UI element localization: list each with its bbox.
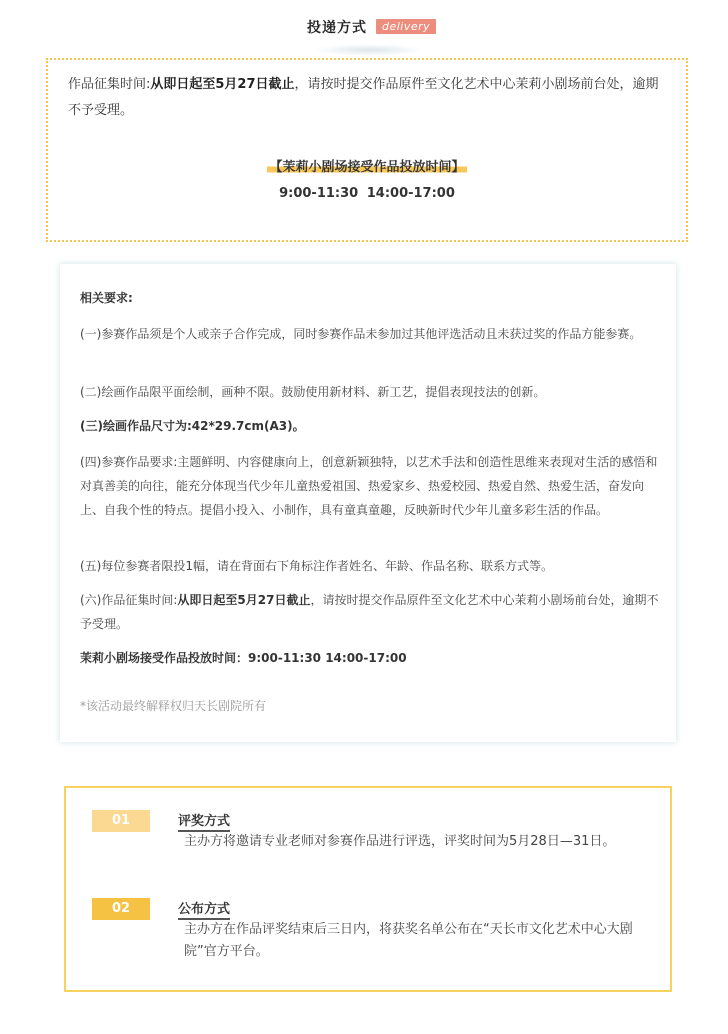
requirements-note: *该活动最终解释权归天长剧院所有 <box>80 699 267 713</box>
step-number: 02 <box>92 898 150 920</box>
requirements-heading: 相关要求: <box>80 291 133 305</box>
submission-prefix: 作品征集时间: <box>68 77 151 92</box>
submission-period: 从即日起至5月27日截止 <box>150 77 295 92</box>
item6-prefix: (六)作品征集时间: <box>80 593 178 607</box>
section-header <box>0 14 728 54</box>
step-number: 01 <box>92 810 150 832</box>
step-text: 主办方将邀请专业老师对参赛作品进行评选，评奖时间为5月28日—31日。 <box>184 834 616 849</box>
award-box <box>64 786 672 992</box>
requirement-item-3: (三)绘画作品尺寸为:42*29.7cm(A3)。 <box>80 419 305 433</box>
submission-box <box>46 58 688 242</box>
title-shadow <box>314 44 424 56</box>
requirement-item-4: (四)参赛作品要求:主题鲜明、内容健康向上，创意新颖独特，以艺术手法和创造性思维来表现对生活的感悟和对真善美的向往，能充分体现当代少年儿童热爱祖国、热爱家乡、热爱校园、热爱自然、热爱生活，奋发向上、自我个性的特点。提倡小投入、小制作，具有童真童趣，反映新时代少年儿童多彩生活的作品。 <box>80 455 658 517</box>
time-label: 【茉莉小剧场接受作品投放时间】 <box>267 156 466 175</box>
item6-suffix: ，请按时提交作品原件至文化艺术中心茉莉小剧场前台处，逾期不予受理。 <box>80 593 659 631</box>
requirements-card <box>60 264 676 742</box>
time-label-row <box>48 156 686 175</box>
section-tag: delivery <box>376 19 436 34</box>
requirement-item-1: (一)参赛作品须是个人或亲子合作完成，同时参赛作品未参加过其他评选活动且未获过奖的作品方能参赛。 <box>80 327 642 341</box>
step-title: 评奖方式 <box>178 810 230 832</box>
requirement-item-6 <box>80 588 660 636</box>
section-title: 投递方式 <box>307 20 367 36</box>
step-title: 公布方式 <box>178 898 230 920</box>
submission-suffix: ，请按时提交作品原件至文化艺术中心茉莉小剧场前台处，逾期不予受理。 <box>68 77 659 118</box>
time-value: 9:00-11:30 14:00-17:00 <box>279 186 455 201</box>
submission-text <box>68 72 668 124</box>
step-text: 主办方在作品评奖结束后三日内，将获奖名单公布在“天长市文化艺术中心大剧院”官方平台。 <box>184 922 633 959</box>
item6-period: 从即日起至5月27日截止 <box>177 593 311 607</box>
requirements-time-line: 茉莉小剧场接受作品投放时间：9:00-11:30 14:00-17:00 <box>80 651 407 665</box>
requirement-item-2: (二)绘画作品限平面绘制，画种不限。鼓励使用新材料、新工艺，提倡表现技法的创新。 <box>80 385 546 399</box>
requirement-item-5: (五)每位参赛者限投1幅，请在背面右下角标注作者姓名、年龄、作品名称、联系方式等。 <box>80 559 554 573</box>
